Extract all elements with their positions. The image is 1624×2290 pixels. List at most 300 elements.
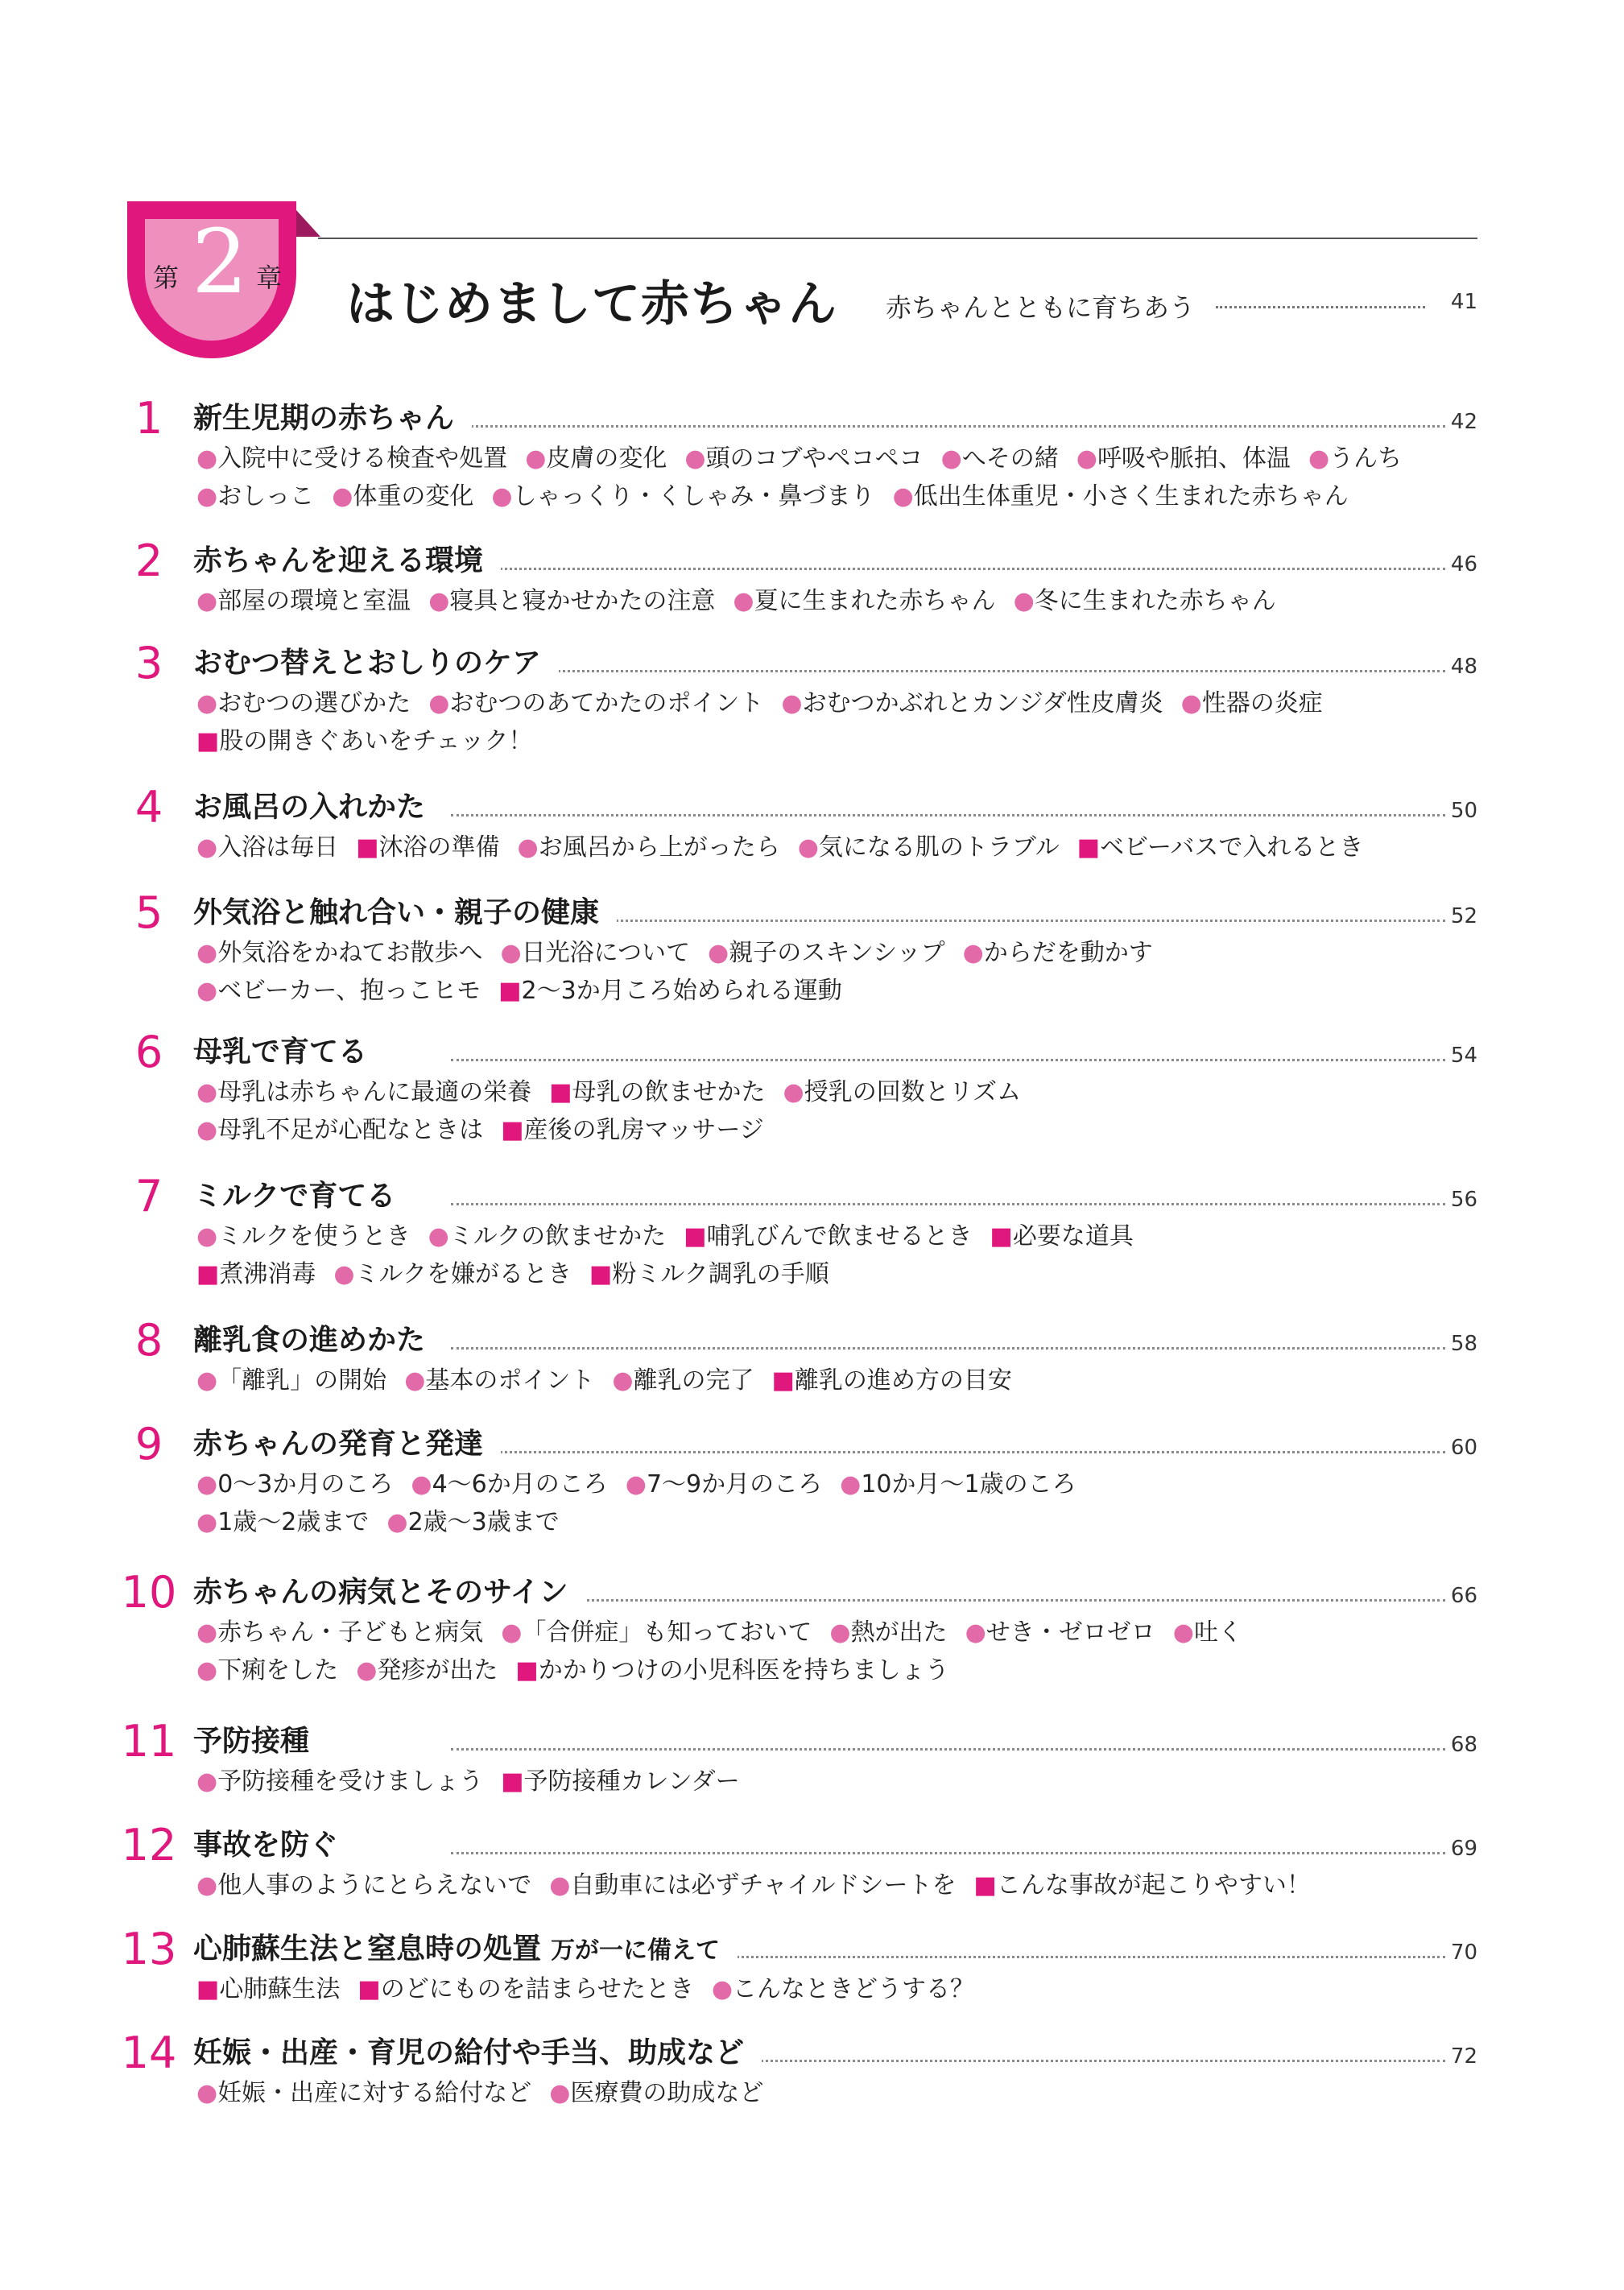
- toc-section-13: [0, 1924, 1624, 2003]
- topic-item[interactable]: [356, 833, 499, 862]
- section-number: 10: [121, 1567, 177, 1618]
- leader-dots: [451, 814, 1445, 816]
- page-number: 42: [1450, 410, 1477, 434]
- topic-item[interactable]: [965, 1618, 1155, 1647]
- circle-bullet-icon: ●: [962, 939, 984, 967]
- topic-item[interactable]: [196, 977, 481, 1005]
- topic-item[interactable]: [196, 1366, 386, 1395]
- topic-item[interactable]: [798, 833, 1060, 862]
- topic-line: [196, 1469, 1094, 1501]
- topic-item[interactable]: [428, 1222, 667, 1250]
- topic-text: おしっこ: [217, 482, 315, 510]
- page-number: 54: [1450, 1044, 1477, 1068]
- square-bullet-icon: ■: [549, 1078, 572, 1106]
- page-number: 68: [1450, 1733, 1477, 1757]
- topic-text: 発疹が出た: [377, 1656, 498, 1684]
- topic-text: 呼吸や脈拍、体温: [1097, 444, 1291, 473]
- leader-dots: [451, 1748, 1445, 1751]
- topic-item[interactable]: [500, 939, 690, 967]
- circle-bullet-icon: ●: [500, 939, 522, 967]
- topic-line: [196, 2077, 781, 2110]
- topic-item[interactable]: [196, 1767, 483, 1796]
- topic-item[interactable]: [196, 1618, 483, 1647]
- topic-item[interactable]: [684, 1222, 972, 1250]
- topic-item[interactable]: [829, 1618, 947, 1647]
- section-title[interactable]: [193, 895, 617, 931]
- topic-item[interactable]: [196, 939, 482, 967]
- topic-text: 体重の変化: [353, 482, 474, 510]
- topic-text: 入浴は毎日: [217, 833, 339, 862]
- leader-dots: [451, 1852, 1445, 1854]
- page-number: 58: [1450, 1332, 1477, 1356]
- topic-text: 股の開きぐあいをチェック！: [219, 727, 533, 755]
- topic-text: せき・ゼロゼロ: [986, 1618, 1155, 1647]
- topic-text: からだを動かす: [983, 939, 1153, 967]
- topic-text: 必要な道具: [1012, 1222, 1134, 1250]
- topic-item[interactable]: [973, 1871, 1310, 1899]
- section-number: 14: [121, 2028, 177, 2078]
- topic-item[interactable]: [491, 482, 874, 510]
- circle-bullet-icon: ●: [404, 1366, 426, 1395]
- topic-item[interactable]: [196, 833, 338, 862]
- topic-line: [196, 1077, 1039, 1109]
- page-number: 70: [1450, 1941, 1477, 1965]
- topic-text: こんな事故が起こりやすい！: [996, 1871, 1311, 1899]
- topic-item[interactable]: [781, 689, 1163, 717]
- topic-item[interactable]: [501, 1767, 739, 1796]
- topic-item[interactable]: [428, 689, 763, 717]
- square-bullet-icon: ■: [501, 1767, 524, 1796]
- section-title-text: 赤ちゃんの病気とそのサイン: [193, 1576, 568, 1609]
- topic-text: 予防接種を受けましょう: [217, 1767, 484, 1796]
- square-bullet-icon: ■: [1076, 833, 1101, 862]
- circle-bullet-icon: ●: [625, 1470, 647, 1498]
- circle-bullet-icon: ●: [733, 587, 754, 615]
- topic-item[interactable]: [196, 1116, 483, 1144]
- section-number: 4: [134, 782, 163, 833]
- circle-bullet-icon: ●: [1180, 689, 1202, 717]
- topic-item[interactable]: [501, 1116, 764, 1144]
- topic-text: 気になる肌のトラブル: [818, 833, 1060, 862]
- topic-item[interactable]: [990, 1222, 1134, 1250]
- topic-item[interactable]: [1308, 444, 1402, 473]
- toc-section-8: [0, 1315, 1624, 1395]
- chapter-page-number: 41: [1450, 290, 1477, 314]
- section-title[interactable]: [193, 1575, 585, 1610]
- topic-text: 赤ちゃん・子どもと病気: [217, 1618, 484, 1647]
- topic-text: 母乳不足が心配なときは: [217, 1116, 484, 1144]
- square-bullet-icon: ■: [196, 1975, 220, 2003]
- circle-bullet-icon: ●: [525, 444, 547, 473]
- topic-line: [196, 1617, 1260, 1649]
- square-bullet-icon: ■: [771, 1366, 795, 1395]
- topic-line: [196, 688, 1341, 720]
- topic-item[interactable]: [626, 1470, 822, 1498]
- circle-bullet-icon: ●: [333, 1260, 355, 1288]
- chapter-suffix: 章: [256, 262, 283, 293]
- square-bullet-icon: ■: [589, 1260, 613, 1288]
- circle-bullet-icon: ●: [356, 1656, 378, 1684]
- chapter-prefix: 第: [153, 262, 180, 293]
- section-title[interactable]: [193, 1035, 385, 1070]
- circle-bullet-icon: ●: [783, 1078, 804, 1106]
- circle-bullet-icon: ●: [428, 689, 450, 717]
- circle-bullet-icon: ●: [1076, 444, 1097, 473]
- toc-section-3: [0, 638, 1624, 755]
- topic-text: かかりつけの小児科医を持ちましょう: [538, 1656, 949, 1684]
- section-number: 2: [134, 535, 163, 586]
- square-bullet-icon: ■: [501, 1116, 524, 1144]
- topic-item[interactable]: [708, 939, 945, 967]
- section-title[interactable]: [193, 401, 472, 436]
- topic-item[interactable]: [196, 1222, 411, 1250]
- circle-bullet-icon: ●: [612, 1366, 634, 1395]
- toc-section-14: [0, 2028, 1624, 2107]
- topic-item[interactable]: [1076, 444, 1291, 473]
- circle-bullet-icon: ●: [1013, 587, 1035, 615]
- section-number: 7: [134, 1171, 163, 1221]
- topic-item[interactable]: [196, 1470, 393, 1498]
- topic-text: 頭のコブやペコペコ: [705, 444, 924, 473]
- square-bullet-icon: ■: [196, 727, 220, 755]
- topic-text: 日光浴について: [521, 939, 691, 967]
- topic-line: [196, 975, 860, 1007]
- square-bullet-icon: ■: [515, 1656, 539, 1684]
- toc-section-6: [0, 1027, 1624, 1144]
- topic-item[interactable]: [196, 587, 411, 615]
- section-title[interactable]: [193, 1724, 327, 1759]
- topic-text: 性器の炎症: [1201, 689, 1323, 717]
- section-title-text: 事故を防ぐ: [193, 1829, 339, 1862]
- section-title[interactable]: [193, 544, 501, 579]
- topic-line: [196, 1221, 1151, 1253]
- topic-line: [196, 1766, 758, 1798]
- topic-text: 部屋の環境と室温: [217, 587, 411, 615]
- topic-item[interactable]: [196, 1656, 338, 1684]
- topic-item[interactable]: [733, 587, 995, 615]
- topic-text: 心肺蘇生法: [219, 1975, 341, 2003]
- square-bullet-icon: ■: [357, 1975, 381, 2003]
- section-title[interactable]: [193, 646, 559, 681]
- topic-text: 入院中に受ける検査や処置: [217, 444, 508, 473]
- section-subtitle: 万が一に備えて: [551, 1937, 721, 1965]
- square-bullet-icon: ■: [498, 977, 522, 1005]
- circle-bullet-icon: ●: [196, 482, 218, 510]
- topic-line: [196, 937, 1171, 969]
- topic-text: 煮沸消毒: [219, 1260, 316, 1288]
- circle-bullet-icon: ●: [517, 833, 539, 862]
- topic-item[interactable]: [525, 444, 667, 473]
- section-title[interactable]: [193, 1179, 413, 1214]
- section-number: 12: [121, 1820, 177, 1870]
- topic-text: 離乳の完了: [633, 1366, 754, 1395]
- topic-text: おむつのあてかたのポイント: [449, 689, 764, 717]
- topic-line: [196, 832, 1381, 864]
- topic-item[interactable]: [196, 1260, 316, 1288]
- topic-text: 熱が出た: [850, 1618, 948, 1647]
- section-title[interactable]: [193, 2036, 762, 2071]
- circle-bullet-icon: ●: [196, 1470, 218, 1498]
- topic-text: 自動車には必ずチャイルドシートを: [570, 1871, 957, 1899]
- topic-item[interactable]: [941, 444, 1059, 473]
- page-number: 46: [1450, 552, 1477, 577]
- topic-line: [196, 1114, 782, 1147]
- topic-item[interactable]: [196, 689, 411, 717]
- circle-bullet-icon: ●: [196, 2079, 218, 2107]
- topic-text: お風呂から上がったら: [538, 833, 780, 862]
- topic-text: 吐く: [1193, 1618, 1242, 1647]
- topic-item[interactable]: [549, 1871, 956, 1899]
- circle-bullet-icon: ●: [196, 939, 218, 967]
- circle-bullet-icon: ●: [196, 444, 218, 473]
- section-title[interactable]: [193, 790, 443, 825]
- topic-line: [196, 585, 1294, 618]
- leader-dots: [451, 1599, 1445, 1602]
- topic-item[interactable]: [498, 977, 842, 1005]
- section-title-text: 離乳食の進めかた: [193, 1324, 426, 1357]
- topic-item[interactable]: [549, 1078, 765, 1106]
- topic-item[interactable]: [196, 1871, 531, 1899]
- circle-bullet-icon: ●: [708, 939, 729, 967]
- section-title-text: おむつ替えとおしりのケア: [193, 647, 542, 680]
- circle-bullet-icon: ●: [411, 1470, 432, 1498]
- topic-text: 産後の乳房マッサージ: [523, 1116, 764, 1144]
- circle-bullet-icon: ●: [196, 1618, 218, 1647]
- leader-dots: [451, 568, 1445, 570]
- circle-bullet-icon: ●: [892, 482, 914, 510]
- topic-text: 下痢をした: [217, 1656, 339, 1684]
- section-title-text: 赤ちゃんの発育と発達: [193, 1428, 484, 1461]
- section-title-text: 赤ちゃんを迎える環境: [193, 544, 484, 577]
- section-title[interactable]: [193, 1323, 443, 1358]
- circle-bullet-icon: ●: [196, 833, 218, 862]
- topic-text: 「離乳」の開始: [217, 1366, 387, 1395]
- topic-item[interactable]: [963, 939, 1153, 967]
- topic-text: 2歳～3歳まで: [407, 1508, 560, 1536]
- circle-bullet-icon: ●: [491, 482, 513, 510]
- circle-bullet-icon: ●: [684, 444, 706, 473]
- circle-bullet-icon: ●: [196, 1366, 218, 1395]
- section-title[interactable]: [193, 1427, 501, 1462]
- leader-dots: [451, 670, 1445, 672]
- leader-dots: [451, 1203, 1445, 1205]
- topic-item[interactable]: [357, 1975, 693, 2003]
- section-number: 6: [134, 1027, 163, 1077]
- page-number: 50: [1450, 799, 1477, 823]
- topic-text: 4～6か月のころ: [432, 1470, 608, 1498]
- topic-text: へその緒: [961, 444, 1059, 473]
- page-number: 69: [1450, 1837, 1477, 1861]
- chapter-title: はじめまして赤ちゃん: [346, 276, 837, 333]
- topic-item[interactable]: [196, 482, 314, 510]
- page-number: 72: [1450, 2044, 1477, 2069]
- topic-line: [196, 481, 1366, 513]
- topic-item[interactable]: [549, 2079, 763, 2107]
- chapter-leader-dots: [1216, 306, 1425, 308]
- topic-item[interactable]: [196, 2079, 531, 2107]
- topic-text: 夏に生まれた赤ちゃん: [754, 587, 996, 615]
- topic-item[interactable]: [893, 482, 1349, 510]
- square-bullet-icon: ■: [196, 1260, 220, 1288]
- topic-text: ミルクの飲ませかた: [448, 1222, 667, 1250]
- section-title-text: ミルクで育てる: [193, 1180, 396, 1213]
- topic-text: 離乳の進め方の目安: [794, 1366, 1012, 1395]
- topic-item[interactable]: [772, 1366, 1012, 1395]
- circle-bullet-icon: ●: [428, 587, 450, 615]
- circle-bullet-icon: ●: [549, 1871, 571, 1899]
- section-number: 5: [134, 887, 163, 938]
- circle-bullet-icon: ●: [196, 1508, 218, 1536]
- circle-bullet-icon: ●: [829, 1618, 851, 1647]
- topic-line: [196, 1974, 992, 2006]
- toc-section-5: [0, 887, 1624, 1005]
- topic-text: ミルクを使うとき: [217, 1222, 411, 1250]
- circle-bullet-icon: ●: [196, 1116, 218, 1144]
- topic-text: 妊娠・出産に対する給付など: [217, 2079, 532, 2107]
- topic-item[interactable]: [196, 1078, 531, 1106]
- topic-item[interactable]: [196, 1508, 369, 1536]
- section-number: 3: [134, 638, 163, 688]
- toc-section-11: [0, 1716, 1624, 1796]
- circle-bullet-icon: ●: [196, 1656, 218, 1684]
- topic-item[interactable]: [783, 1078, 1022, 1106]
- topic-item[interactable]: [1077, 833, 1364, 862]
- section-title-text: 心肺蘇生法と窒息時の処置: [193, 1932, 542, 1966]
- topic-text: のどにものを詰まらせたとき: [380, 1975, 694, 2003]
- section-title-text: お風呂の入れかた: [193, 791, 426, 824]
- topic-text: 2～3か月ころ始められる運動: [521, 977, 842, 1005]
- topic-item[interactable]: [196, 727, 532, 755]
- topic-item[interactable]: [684, 444, 923, 473]
- topic-line: [196, 1365, 1030, 1397]
- toc-section-2: [0, 535, 1624, 615]
- topic-text: 10か月～1歳のころ: [861, 1470, 1076, 1498]
- topic-text: 0～3か月のころ: [217, 1470, 394, 1498]
- page-number: 56: [1450, 1188, 1477, 1212]
- topic-item[interactable]: [589, 1260, 829, 1288]
- chapter-badge: [127, 201, 320, 370]
- topic-text: 冬に生まれた赤ちゃん: [1034, 587, 1276, 615]
- section-title-text: 外気浴と触れ合い・親子の健康: [193, 896, 600, 929]
- topic-item[interactable]: [518, 833, 780, 862]
- circle-bullet-icon: ●: [940, 444, 962, 473]
- section-title[interactable]: [193, 1932, 738, 1969]
- topic-text: 母乳の飲ませかた: [572, 1078, 766, 1106]
- square-bullet-icon: ■: [684, 1222, 707, 1250]
- section-title-text: 母乳で育てる: [193, 1035, 368, 1069]
- leader-dots: [451, 1347, 1445, 1350]
- topic-item[interactable]: [1173, 1618, 1242, 1647]
- section-number: 11: [121, 1716, 177, 1767]
- topic-item[interactable]: [411, 1470, 607, 1498]
- topic-text: 低出生体重児・小さく生まれた赤ちゃん: [913, 482, 1349, 510]
- circle-bullet-icon: ●: [428, 1222, 449, 1250]
- topic-item[interactable]: [712, 1975, 974, 2003]
- topic-text: ベビーカー、抱っこヒモ: [217, 977, 481, 1005]
- square-bullet-icon: ■: [990, 1222, 1013, 1250]
- topic-text: 哺乳びんで飲ませるとき: [706, 1222, 973, 1250]
- topic-item[interactable]: [612, 1366, 754, 1395]
- topic-text: 粉ミルク調乳の手順: [612, 1260, 829, 1288]
- toc-section-10: [0, 1567, 1624, 1684]
- topic-text: 他人事のようにとらえないで: [217, 1871, 532, 1899]
- circle-bullet-icon: ●: [711, 1975, 733, 2003]
- topic-text: うんち: [1329, 444, 1403, 473]
- section-title-text: 予防接種: [193, 1725, 310, 1758]
- topic-item[interactable]: [356, 1656, 498, 1684]
- topic-item[interactable]: [1181, 689, 1323, 717]
- topic-text: 外気浴をかねてお散歩へ: [217, 939, 483, 967]
- topic-text: 7～9か月のころ: [646, 1470, 823, 1498]
- topic-text: 基本のポイント: [425, 1366, 595, 1395]
- circle-bullet-icon: ●: [840, 1470, 862, 1498]
- circle-bullet-icon: ●: [196, 689, 218, 717]
- chapter-subtitle: 赤ちゃんとともに育ちあう: [886, 292, 1196, 323]
- topic-item[interactable]: [501, 1618, 812, 1647]
- topic-text: 「合併症」も知っておいて: [522, 1618, 812, 1647]
- toc-section-4: [0, 782, 1624, 862]
- circle-bullet-icon: ●: [549, 2079, 571, 2107]
- topic-text: ミルクを嫌がるとき: [354, 1260, 572, 1288]
- topic-item[interactable]: [840, 1470, 1076, 1498]
- circle-bullet-icon: ●: [196, 587, 218, 615]
- circle-bullet-icon: ●: [196, 977, 218, 1005]
- topic-item[interactable]: [333, 1260, 572, 1288]
- topic-item[interactable]: [515, 1656, 948, 1684]
- topic-text: ベビーバスで入れるとき: [1100, 833, 1364, 862]
- topic-item[interactable]: [196, 1975, 340, 2003]
- circle-bullet-icon: ●: [196, 1078, 218, 1106]
- circle-bullet-icon: ●: [501, 1618, 523, 1647]
- section-title[interactable]: [193, 1828, 356, 1863]
- topic-line: [196, 1507, 577, 1539]
- topic-item[interactable]: [386, 1508, 559, 1536]
- section-title-text: 新生児期の赤ちゃん: [193, 402, 455, 435]
- square-bullet-icon: ■: [356, 833, 379, 862]
- circle-bullet-icon: ●: [781, 689, 803, 717]
- header-rule: [318, 238, 1477, 239]
- section-number: 1: [134, 393, 163, 444]
- circle-bullet-icon: ●: [797, 833, 819, 862]
- page-number: 60: [1450, 1436, 1477, 1460]
- topic-item[interactable]: [332, 482, 473, 510]
- toc-section-7: [0, 1171, 1624, 1288]
- toc-section-9: [0, 1419, 1624, 1536]
- circle-bullet-icon: ●: [196, 1222, 218, 1250]
- topic-line: [196, 725, 550, 758]
- topic-text: 1歳～2歳まで: [217, 1508, 370, 1536]
- topic-text: 親子のスキンシップ: [729, 939, 945, 967]
- topic-item[interactable]: [1014, 587, 1276, 615]
- circle-bullet-icon: ●: [386, 1508, 408, 1536]
- section-title-text: 妊娠・出産・育児の給付や手当、助成など: [193, 2036, 745, 2069]
- topic-text: 母乳は赤ちゃんに最適の栄養: [217, 1078, 532, 1106]
- circle-bullet-icon: ●: [1308, 444, 1330, 473]
- topic-text: 皮膚の変化: [546, 444, 667, 473]
- topic-text: おむつかぶれとカンジダ性皮膚炎: [802, 689, 1163, 717]
- topic-text: 授乳の回数とリズム: [804, 1078, 1022, 1106]
- leader-dots: [451, 1059, 1445, 1061]
- page-number: 52: [1450, 904, 1477, 928]
- topic-line: [196, 1655, 967, 1687]
- toc-section-12: [0, 1820, 1624, 1899]
- circle-bullet-icon: ●: [332, 482, 353, 510]
- topic-item[interactable]: [404, 1366, 594, 1395]
- section-number: 13: [121, 1924, 177, 1974]
- topic-item[interactable]: [196, 444, 507, 473]
- topic-item[interactable]: [428, 587, 715, 615]
- topic-line: [196, 1870, 1329, 1902]
